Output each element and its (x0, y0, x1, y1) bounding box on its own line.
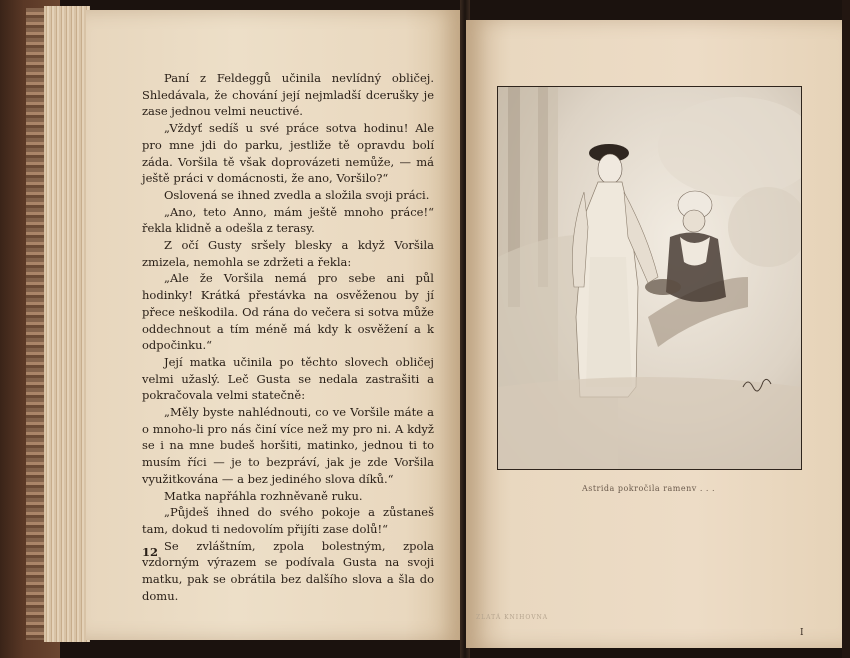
paragraph: Oslovená se ihned zvedla a složila svoji práci. (164, 187, 430, 202)
page-number-right: I (800, 628, 804, 638)
left-page-text (142, 70, 434, 605)
illustration-drawing (498, 87, 801, 469)
illustration-caption: Astrida pokročila ramenv . . . (581, 484, 716, 493)
paragraph: „Vždyť sedíš u své práce sotva hodinu! Ale pro mne jdi do parku, jestliže tě opravdu bolí záda. Voršila tě však doprovázeti nemůže, — má ještě práci v domácnosti, že ano, Voršilo?“ (142, 121, 434, 186)
paragraph: Matka napřáhla rozhněvaně ruku. (164, 488, 363, 503)
book-spine-decoration (26, 8, 44, 640)
paragraph: Paní z Feldeggů učinila nevlídný obličej. Shledávala, že chování její nejmladší dcerušky je zase jednou velmi neuctivé. (142, 71, 434, 119)
paragraph: Z očí Gusty sršely blesky a když Voršila zmizela, nemohla se zdržeti a řekla: (142, 238, 434, 269)
page-number-left: 12 (142, 545, 159, 559)
paragraph: Se zvláštním, zpola bolestným, zpola vzdorným výrazem se podívala Gusta na svoji matku, pak se obrátila bez dalšího slova a šla do domu. (142, 538, 434, 603)
paragraph: „Ano, teto Anno, mám ještě mnoho práce!“ řekla klidně a odešla z terasy. (142, 204, 434, 236)
paragraph: „Ale že Voršila nemá pro sebe ani půl hodinky! Krátká přestávka na osvěženou by jí přece neškodila. Od rána do večera si sotva může oddechnout a tím méně má kdy k osvěžení a k odpočinku.“ (142, 271, 434, 353)
page-edges (44, 6, 90, 642)
faded-footer-text: ZLATÁ KNIHOVNA (476, 614, 549, 621)
paragraph: Její matka učinila po těchto slovech obličej velmi užaslý. Leč Gusta se nedala zastrašiti a pokračovala velmi statečně: (142, 354, 434, 403)
paragraph: „Půjdeš ihned do svého pokoje a zůstaneš tam, dokud ti nedovolím přijíti zase dolů!“ (142, 505, 434, 536)
paragraph: „Měly byste nahlédnouti, co ve Voršile máte a o mnoho-li pro nás činí více než my pro ni. A když se i na mne budeš horšiti, matinko, jednou ti to musím říci — je to bezpráví, jak je zde Voršila využitkována — a bez jediného slova díků.“ (142, 405, 434, 486)
illustration (497, 86, 802, 470)
book-cover-right (842, 0, 850, 658)
